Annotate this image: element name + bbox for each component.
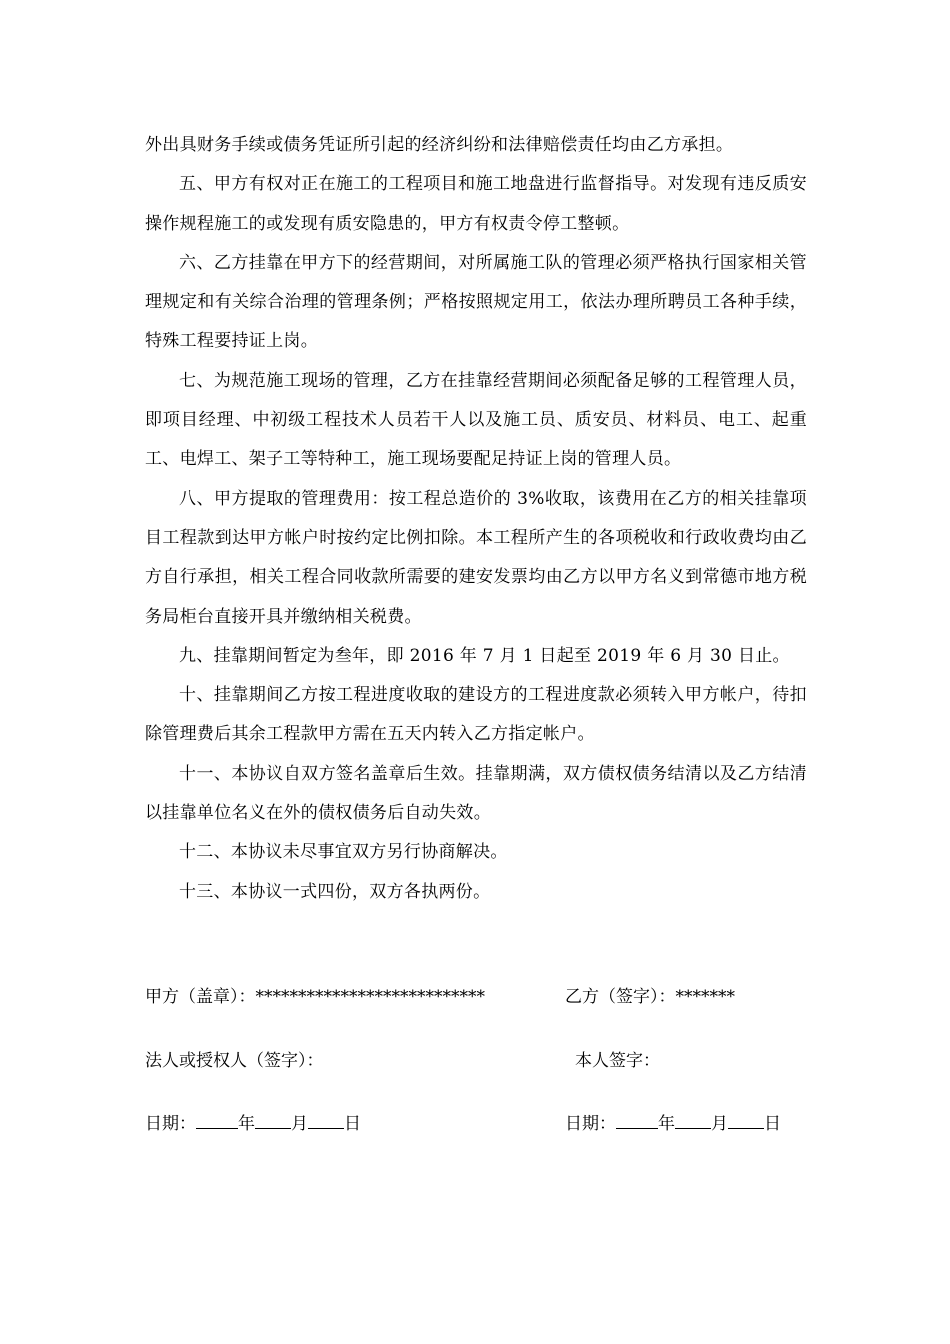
party-a-label: 甲方（盖章）： <box>145 987 256 1007</box>
month-char: 月 <box>711 1114 728 1134</box>
party-a-signature <box>145 982 485 1012</box>
year-char: 年 <box>238 1114 255 1134</box>
day-char: 日 <box>344 1114 361 1134</box>
signature-row-parties <box>145 982 807 1012</box>
agreement-body <box>145 126 807 912</box>
day-blank <box>308 1110 344 1129</box>
day-blank <box>728 1110 764 1129</box>
self-signature <box>575 1046 660 1076</box>
year-blank <box>616 1110 658 1129</box>
party-a-value: *************************** <box>255 987 485 1007</box>
date-label: 日期： <box>565 1114 616 1134</box>
date-label: 日期： <box>145 1114 196 1134</box>
self-sign-label: 本人签字： <box>575 1051 660 1071</box>
clause-13: 十三、本协议一式四份，双方各执两份。 <box>179 881 491 902</box>
party-b-date <box>565 1109 781 1139</box>
year-blank <box>196 1110 238 1129</box>
clause-9: 九、挂靠期间暂定为叁年，即 2016 年 7 月 1 日起至 2019 年 6 月 30 日止。 <box>179 645 790 666</box>
clause-11: 十一、本协议自双方签名盖章后生效。挂靠期满，双方债权债务结清以及乙方结清以挂靠单位名义在外的债权债务后自动失效。 <box>145 763 807 824</box>
month-blank <box>255 1110 291 1129</box>
party-a-date <box>145 1109 361 1139</box>
clause-4-continuation: 外出具财务手续或债务凭证所引起的经济纠纷和法律赔偿责任均由乙方承担。 <box>145 135 734 155</box>
year-char: 年 <box>658 1114 675 1134</box>
clause-7: 七、为规范施工现场的管理，乙方在挂靠经营期间必须配备足够的工程管理人员，即项目经理、中初级工程技术人员若干人以及施工员、质安员、材料员、电工、起重工、电焊工、架子工等特种工，施工现场要配足持证上岗的管理人员。 <box>145 370 807 470</box>
month-char: 月 <box>291 1114 308 1134</box>
signature-row-dates <box>145 1109 807 1139</box>
clause-8: 八、甲方提取的管理费用：按工程总造价的 3%收取，该费用在乙方的相关挂靠项目工程款到达甲方帐户时按约定比例扣除。本工程所产生的各项税收和行政收费均由乙方自行承担，相关工程合同收款所需要的建安发票均由乙方以甲方名义到常德市地方税务局柜台直接开具并缴纳相关税费。 <box>145 488 807 627</box>
legal-rep-label: 法人或授权人（签字）： <box>145 1051 324 1071</box>
party-b-signature <box>565 982 735 1012</box>
clause-6: 六、乙方挂靠在甲方下的经营期间，对所属施工队的管理必须严格执行国家相关管理规定和有关综合治理的管理条例；严格按照规定用工，依法办理所聘员工各种手续，特殊工程要持证上岗。 <box>145 252 807 352</box>
signature-row-signers <box>145 1046 807 1076</box>
clause-5: 五、甲方有权对正在施工的工程项目和施工地盘进行监督指导。对发现有违反质安操作规程施工的或发现有质安隐患的，甲方有权责令停工整顿。 <box>145 174 807 234</box>
legal-rep-signature <box>145 1046 324 1076</box>
day-char: 日 <box>764 1114 781 1134</box>
clause-10: 十、挂靠期间乙方按工程进度收取的建设方的工程进度款必须转入甲方帐户，待扣除管理费后其余工程款甲方需在五天内转入乙方指定帐户。 <box>145 685 807 745</box>
clause-12: 十二、本协议未尽事宜双方另行协商解决。 <box>179 842 508 863</box>
party-b-value: ******* <box>675 987 735 1007</box>
month-blank <box>675 1110 711 1129</box>
party-b-label: 乙方（签字）： <box>565 987 676 1007</box>
